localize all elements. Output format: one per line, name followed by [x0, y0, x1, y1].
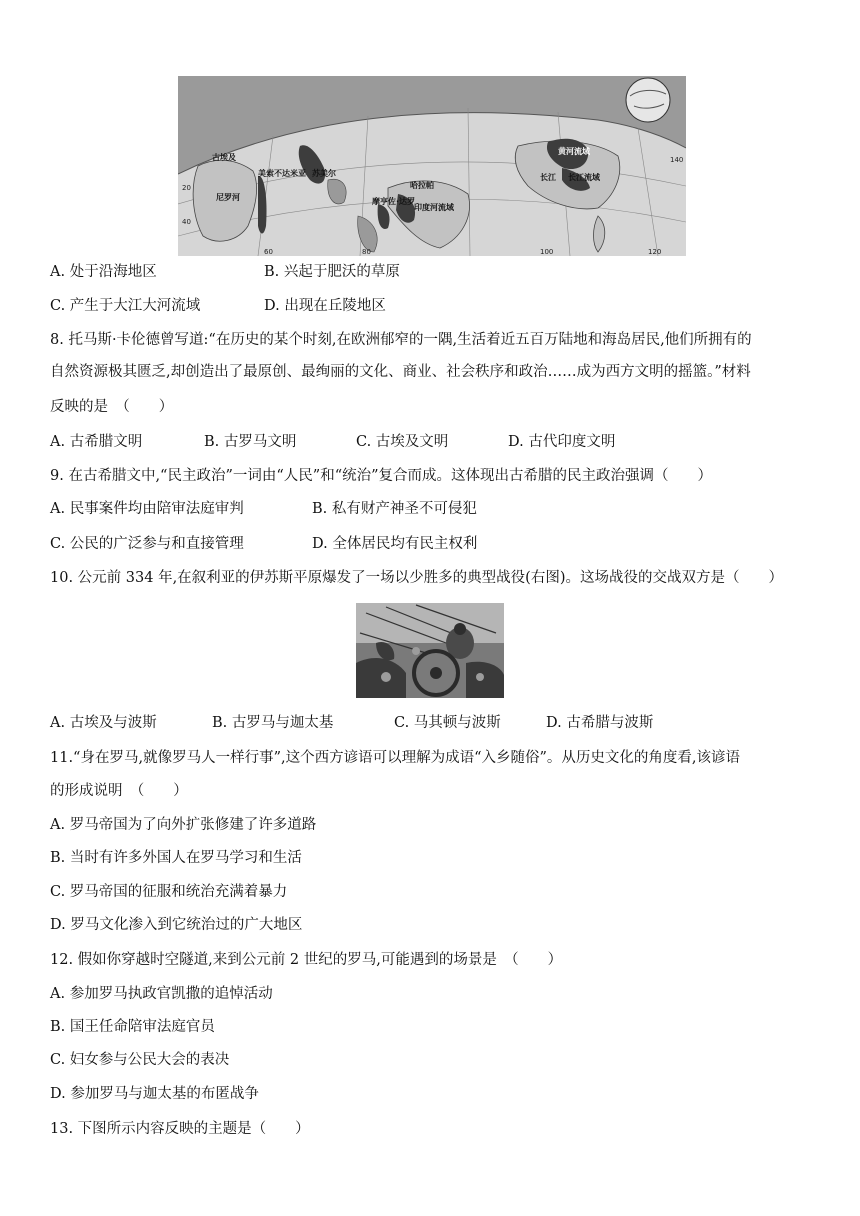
q9-stem: 9. 在古希腊文中,“民主政治”一词由“人民”和“统治”复合而成。这体现出古希腊的民主政治强调（ ） — [50, 468, 713, 484]
q12-option-c: C. 妇女参与公民大会的表决 — [50, 1052, 230, 1068]
q8-stem-line3: 反映的是 （ ） — [50, 399, 174, 415]
q12-option-a: A. 参加罗马执政官凯撒的追悼活动 — [50, 986, 273, 1002]
q11-option-a: A. 罗马帝国为了向外扩张修建了许多道路 — [50, 817, 317, 833]
q7-option-d: D. 出现在丘陵地区 — [264, 298, 386, 314]
q11-option-c: C. 罗马帝国的征服和统治充满着暴力 — [50, 884, 288, 900]
q8-stem-line2: 自然资源极其匮乏,却创造出了最原创、最绚丽的文化、商业、社会秩序和政治……成为西方文明的摇篮。”材料 — [50, 364, 751, 380]
q9-option-a: A. 民事案件均由陪审法庭审判 — [50, 501, 244, 517]
q11-option-b: B. 当时有许多外国人在罗马学习和生活 — [50, 850, 302, 866]
q11-stem-line1: 11.“身在罗马,就像罗马人一样行事”,这个西方谚语可以理解为成语“入乡随俗”。从历史文化的角度看,该谚语 — [50, 750, 741, 766]
q7-option-c: C. 产生于大江大河流域 — [50, 298, 201, 314]
q11-option-d: D. 罗马文化渗入到它统治过的广大地区 — [50, 917, 303, 933]
q12-option-b: B. 国王任命陪审法庭官员 — [50, 1019, 215, 1035]
map-tick: 100 — [540, 248, 554, 256]
q8-option-a: A. 古希腊文明 — [50, 434, 143, 450]
q8-stem-line1: 8. 托马斯·卡伦德曾写道:“在历史的某个时刻,在欧洲郁窄的一隅,生活着近五百万陆地和海岛居民,他们所拥有的 — [50, 332, 752, 348]
q8-option-b: B. 古罗马文明 — [204, 434, 297, 450]
q12-stem: 12. 假如你穿越时空隧道,来到公元前 2 世纪的罗马,可能遇到的场景是 （ ） — [50, 952, 563, 968]
map-label-harappa: 哈拉帕 — [410, 181, 434, 190]
q7-option-b: B. 兴起于肥沃的草原 — [264, 264, 400, 280]
q7-option-a: A. 处于沿海地区 — [50, 264, 157, 280]
map-label-nile: 尼罗河 — [216, 193, 240, 202]
map-tick: 120 — [648, 248, 662, 256]
map-label-indus-basin: 印度河流域 — [414, 203, 454, 212]
q10-stem: 10. 公元前 334 年,在叙利亚的伊苏斯平原爆发了一场以少胜多的典型战役(右图)。这场战役的交战双方是（ ） — [50, 570, 783, 586]
q8-option-d: D. 古代印度文明 — [508, 434, 616, 450]
map-tick: 20 — [182, 184, 191, 192]
map-label-yangtze-basin: 长江流域 — [568, 173, 600, 182]
q13-stem: 13. 下图所示内容反映的主题是（ ） — [50, 1121, 310, 1137]
q9-option-c: C. 公民的广泛参与和直接管理 — [50, 536, 244, 552]
map-label-mohenjo-daro: 摩亨佐·达罗 — [372, 197, 416, 206]
q10-option-d: D. 古希腊与波斯 — [546, 715, 654, 731]
q11-stem-line2: 的形成说明 （ ） — [50, 783, 188, 799]
map-label-yellow-river: 黄河流域 — [558, 147, 590, 156]
q10-option-a: A. 古埃及与波斯 — [50, 715, 157, 731]
map-tick: 140 — [670, 156, 684, 164]
ancient-civilizations-map — [178, 76, 686, 256]
map-label-yangtze-river: 长江 — [540, 173, 556, 182]
map-label-ancient-egypt: 古埃及 — [212, 153, 236, 162]
q12-option-d: D. 参加罗马与迦太基的布匿战争 — [50, 1086, 259, 1102]
map-tick: 80 — [362, 248, 371, 256]
map-label-mesopotamia: 美索不达米亚 — [258, 169, 306, 178]
battle-of-issus-image — [356, 603, 504, 698]
map-tick: 60 — [264, 248, 273, 256]
map-label-sumer: 苏美尔 — [312, 169, 336, 178]
q9-option-d: D. 全体居民均有民主权利 — [312, 536, 478, 552]
q8-option-c: C. 古埃及文明 — [356, 434, 449, 450]
q9-option-b: B. 私有财产神圣不可侵犯 — [312, 501, 477, 517]
map-tick: 40 — [182, 218, 191, 226]
q10-option-c: C. 马其顿与波斯 — [394, 715, 501, 731]
q10-option-b: B. 古罗马与迦太基 — [212, 715, 334, 731]
